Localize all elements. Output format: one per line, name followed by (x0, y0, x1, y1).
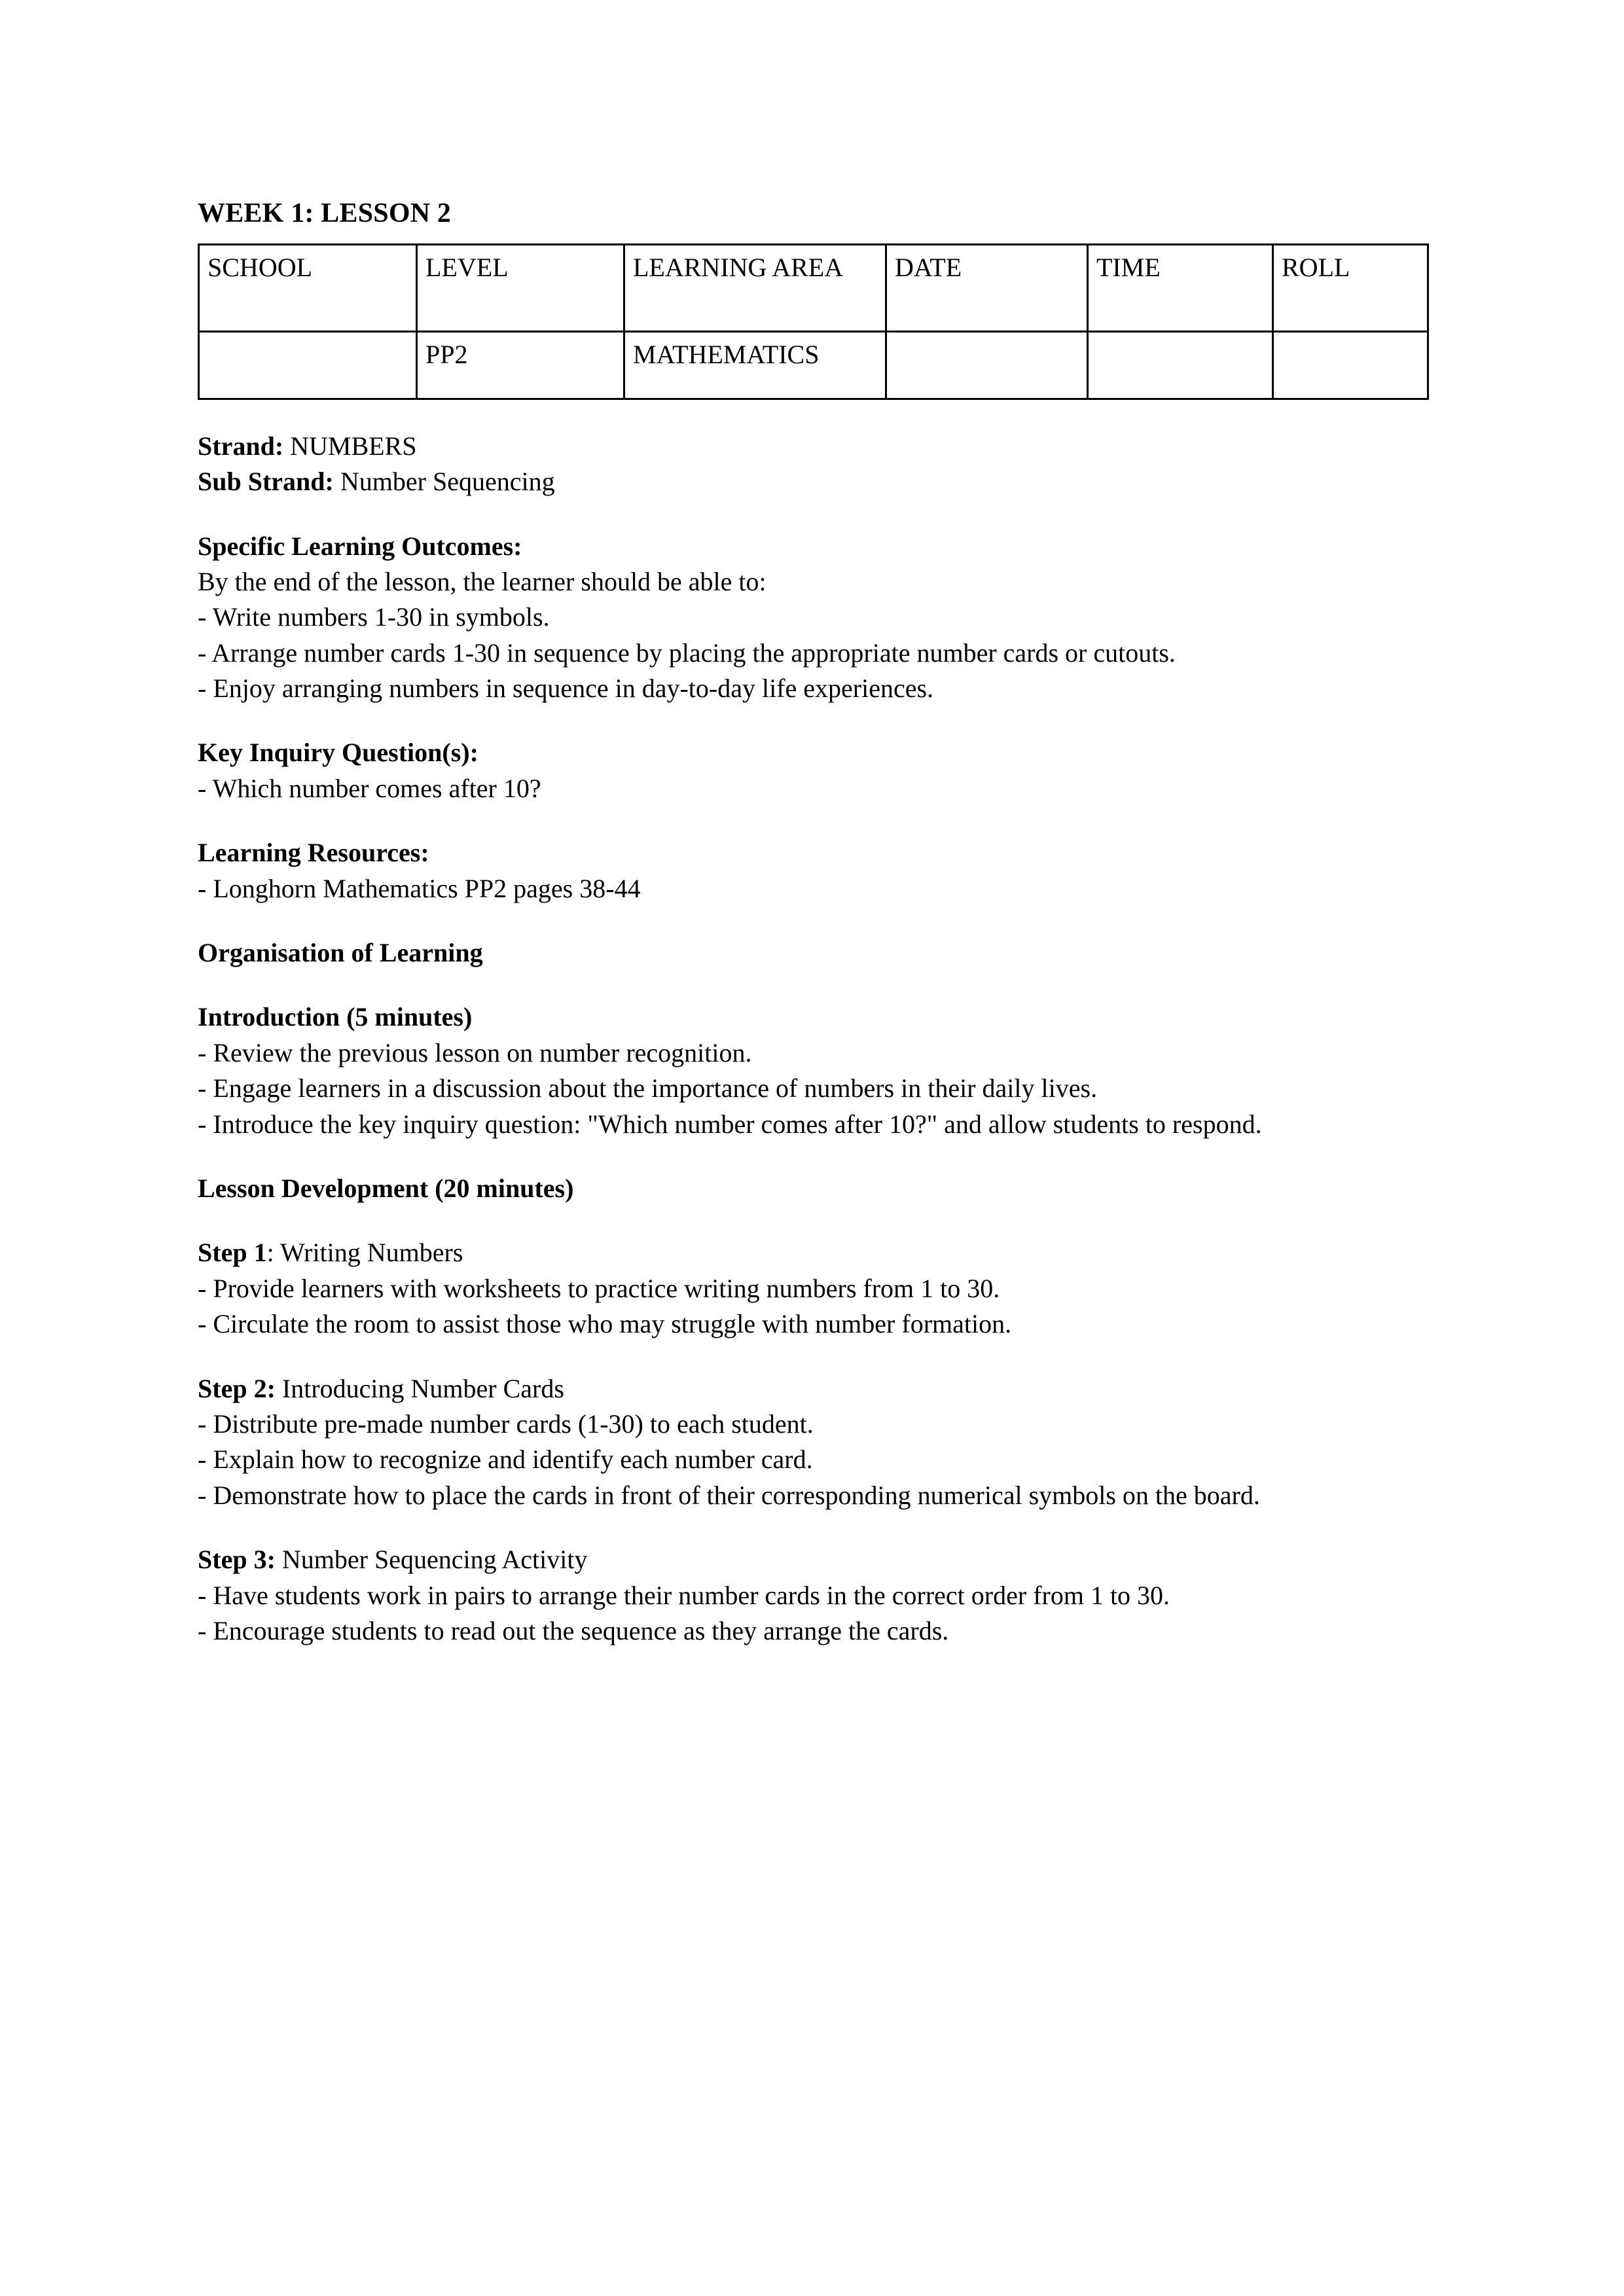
step-2-title-line (198, 1371, 1434, 1407)
step-3-separator (276, 1545, 282, 1574)
lesson-info-table (198, 243, 1429, 400)
lesson-step-1 (198, 1235, 1434, 1342)
step-1-label: Step 1 (198, 1238, 267, 1268)
sub-strand-line (198, 464, 1434, 499)
list-item: - Write numbers 1-30 in symbols. (198, 602, 550, 632)
table-cell-time (1088, 331, 1273, 399)
specific-learning-outcomes-heading: Specific Learning Outcomes: (198, 531, 522, 561)
learning-resources-section (198, 835, 1434, 906)
strand-section (198, 429, 1434, 500)
key-inquiry-questions-heading: Key Inquiry Question(s): (198, 738, 478, 768)
table-row (199, 331, 1428, 399)
list-item: - Engage learners in a discussion about the importance of numbers in their daily lives. (198, 1073, 1098, 1103)
table-cell-date (886, 331, 1088, 399)
table-header-row (199, 244, 1428, 331)
table-header-roll: ROLL (1273, 244, 1428, 331)
strand-value: NUMBERS (290, 431, 417, 461)
key-inquiry-questions-section (198, 735, 1434, 806)
list-item: - Arrange number cards 1-30 in sequence by placing the appropriate number cards or cutouts. (198, 637, 1176, 668)
sub-strand-value: Number Sequencing (340, 467, 555, 497)
lesson-step-3 (198, 1542, 1434, 1649)
specific-learning-outcomes-section (198, 529, 1434, 707)
lesson-development-heading: Lesson Development (20 minutes) (198, 1174, 574, 1203)
list-item: - Circulate the room to assist those who may struggle with number formation. (198, 1309, 1012, 1339)
lesson-development-section (198, 1171, 1434, 1649)
organisation-of-learning-heading: Organisation of Learning (198, 938, 483, 968)
introduction-heading: Introduction (5 minutes) (198, 1002, 473, 1032)
step-2-separator (276, 1374, 282, 1403)
strand-line (198, 429, 1434, 464)
step-3-title-line (198, 1542, 1434, 1577)
table-cell-learning-area: MATHEMATICS (624, 331, 886, 399)
list-item: - Encourage students to read out the sequence as they arrange the cards. (198, 1615, 949, 1645)
lesson-step-2 (198, 1371, 1434, 1514)
step-2-title: Introducing Number Cards (281, 1373, 564, 1403)
list-item: - Demonstrate how to place the cards in front of their corresponding numerical symbols on the board. (198, 1480, 1260, 1510)
list-item: - Distribute pre-made number cards (1-30) to each student. (198, 1408, 814, 1439)
table-cell-roll (1273, 331, 1428, 399)
step-1-title: Writing Numbers (280, 1238, 463, 1268)
list-item: - Longhorn Mathematics PP2 pages 38-44 (198, 873, 641, 903)
list-item: - Enjoy arranging numbers in sequence in day-to-day life experiences. (198, 673, 934, 704)
step-2-label: Step 2: (198, 1373, 276, 1403)
step-3-title: Number Sequencing Activity (281, 1545, 588, 1575)
specific-learning-outcomes-intro: By the end of the lesson, the learner should be able to: (198, 566, 767, 596)
table-cell-level: PP2 (417, 331, 624, 399)
table-cell-school (199, 331, 417, 399)
list-item: - Review the previous lesson on number recognition. (198, 1037, 752, 1067)
table-header-school: SCHOOL (199, 244, 417, 331)
list-item: - Explain how to recognize and identify each number card. (198, 1444, 813, 1475)
strand-label: Strand: (198, 431, 284, 461)
page-title: WEEK 1: LESSON 2 (198, 198, 452, 228)
step-1-title-line (198, 1235, 1434, 1270)
step-3-label: Step 3: (198, 1545, 276, 1575)
table-header-date: DATE (886, 244, 1088, 331)
table-header-learning-area: LEARNING AREA (624, 244, 886, 331)
organisation-of-learning-section (198, 935, 1434, 971)
list-item: - Which number comes after 10? (198, 773, 541, 803)
sub-strand-label: Sub Strand: (198, 467, 334, 497)
table-header-level: LEVEL (417, 244, 624, 331)
table-header-time: TIME (1088, 244, 1273, 331)
list-item: - Introduce the key inquiry question: "Which number comes after 10?" and allow students to respond. (198, 1109, 1262, 1139)
list-item: - Provide learners with worksheets to practice writing numbers from 1 to 30. (198, 1273, 1000, 1303)
step-1-separator: : (266, 1238, 280, 1268)
introduction-section (198, 999, 1434, 1142)
learning-resources-heading: Learning Resources: (198, 838, 429, 868)
list-item: - Have students work in pairs to arrange their number cards in the correct order from 1 to 30. (198, 1580, 1170, 1610)
